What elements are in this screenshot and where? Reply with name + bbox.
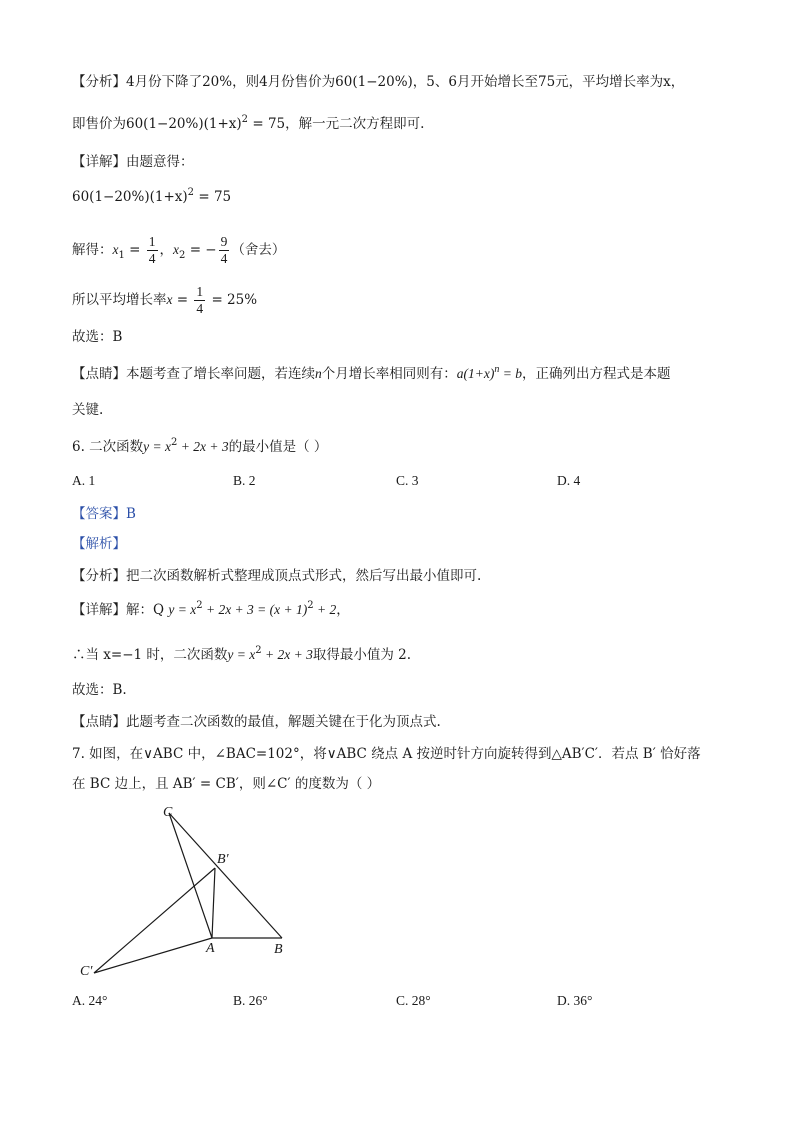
- subscript: 1: [118, 250, 125, 261]
- text-span: =: [172, 292, 193, 308]
- segment-cprime-bprime: [94, 868, 215, 973]
- choose-6: 故选：B.: [72, 682, 127, 698]
- superscript: 2: [307, 600, 314, 611]
- q6-choice-a: A. 1: [72, 473, 96, 488]
- q6-choice-c: C. 3: [396, 473, 419, 488]
- numerator: 9: [220, 234, 228, 249]
- q7-choice-a: A. 24°: [72, 993, 108, 1008]
- denominator: 4: [148, 251, 156, 266]
- answer-6: 【答案】B: [72, 506, 136, 522]
- comment-line-2: 关键.: [72, 402, 104, 418]
- text-span: ∴当 x=−1 时，二次函数: [72, 647, 228, 663]
- text-span: 60(1−20%)(1+x): [72, 189, 188, 205]
- choice-line: 故选：B: [72, 329, 123, 345]
- label-b-prime: B′: [217, 852, 229, 867]
- text-span: 6. 二次函数: [72, 439, 144, 455]
- superscript: 2: [171, 437, 178, 448]
- formula: + 2x + 3: [261, 647, 313, 662]
- text-span: 【点睛】本题考查了增长率问题，若连续: [72, 366, 315, 382]
- question-7-line-2: 在 BC 边上，且 AB′ = CB′，则∠C′ 的度数为（ ）: [72, 776, 381, 792]
- text-span: =: [124, 242, 145, 258]
- rate-line: [72, 282, 257, 318]
- fraction: [219, 234, 230, 267]
- equation-line: [72, 187, 231, 209]
- q7-choice-b: B. 26°: [233, 993, 268, 1008]
- formula: + 2x + 3: [177, 439, 229, 454]
- q6-choice-b: B. 2: [233, 473, 256, 488]
- therefore-6: [72, 645, 411, 667]
- label-c: C: [163, 805, 173, 820]
- analysis-6: 【分析】把二次函数解析式整理成顶点式形式，然后写出最小值即可.: [72, 568, 482, 584]
- segment-c-b: [169, 813, 282, 938]
- formula: + 2x + 3 = (x + 1): [202, 602, 308, 617]
- comment-line: [72, 364, 670, 386]
- var-n: n: [315, 366, 322, 381]
- var-x: x: [112, 242, 119, 257]
- fraction: [194, 284, 205, 317]
- q6-choice-d: D. 4: [557, 473, 581, 488]
- detail-heading: 【详解】由题意得：: [72, 154, 194, 170]
- denominator: 4: [220, 251, 228, 266]
- formula: y = x: [168, 602, 197, 617]
- explain-6-heading: 【解析】: [72, 536, 126, 552]
- formula: a(1+x): [456, 366, 495, 381]
- formula: y = x: [143, 439, 172, 454]
- text-span: 取得最小值为 2.: [312, 647, 412, 663]
- superscript: 2: [255, 645, 262, 656]
- text-span: ，正确列出方程式是本题: [521, 366, 671, 382]
- label-a: A: [206, 941, 215, 956]
- text-span: = 75，解一元二次方程即可.: [248, 116, 425, 132]
- detail-6: [72, 600, 350, 622]
- numerator: 1: [148, 234, 156, 249]
- superscript: 2: [241, 114, 249, 125]
- var-x: x: [166, 292, 173, 307]
- text-span: = 25%: [207, 292, 258, 308]
- text-span: 的最小值是（ ）: [228, 439, 328, 455]
- text-span: 个月增长率相同则有：: [321, 366, 457, 382]
- fraction: [147, 234, 158, 267]
- question-6: [72, 437, 327, 459]
- label-c-prime: C′: [80, 964, 93, 979]
- q7-choice-c: C. 28°: [396, 993, 431, 1008]
- subscript: 2: [179, 250, 186, 261]
- text-span: 即售价为60(1−20%)(1+x): [72, 116, 242, 132]
- segment-a-bprime: [212, 868, 215, 938]
- segment-cprime-a: [94, 938, 212, 973]
- numerator: 1: [196, 284, 204, 299]
- superscript: 2: [187, 187, 195, 198]
- solution-line: [72, 232, 285, 270]
- analysis-line-1: 【分析】4月份下降了20%，则4月份售价为60(1−20%)，5、6月开始增长至75元，平均增长率为x，: [72, 74, 685, 90]
- formula: + 2: [313, 602, 337, 617]
- text-span: = 75: [194, 189, 232, 205]
- q7-choice-d: D. 36°: [557, 993, 593, 1008]
- label-b: B: [274, 942, 283, 957]
- text-span: （舍去）: [231, 242, 286, 258]
- text-span: ，: [336, 602, 350, 618]
- text-span: = −: [185, 242, 217, 258]
- text-span: 所以平均增长率: [72, 292, 167, 308]
- formula: y = x: [227, 647, 256, 662]
- denominator: 4: [196, 301, 204, 316]
- formula: = b: [499, 366, 522, 381]
- text-span: 【详解】解：Q: [72, 602, 169, 618]
- text-span: 解得：: [72, 242, 113, 258]
- triangle-figure: [70, 800, 300, 985]
- superscript: n: [494, 364, 500, 375]
- text-span: ，: [159, 242, 174, 258]
- question-7-line-1: 7. 如图，在∨ABC 中，∠BAC=102°，将∨ABC 绕点 A 按逆时针方向旋转得到△AB′C′．若点 B′ 恰好落: [72, 746, 701, 762]
- comment-6: 【点睛】此题考查二次函数的最值，解题关键在于化为顶点式.: [72, 714, 441, 730]
- superscript: 2: [196, 600, 203, 611]
- var-x: x: [173, 242, 180, 257]
- analysis-line-2: [72, 114, 424, 136]
